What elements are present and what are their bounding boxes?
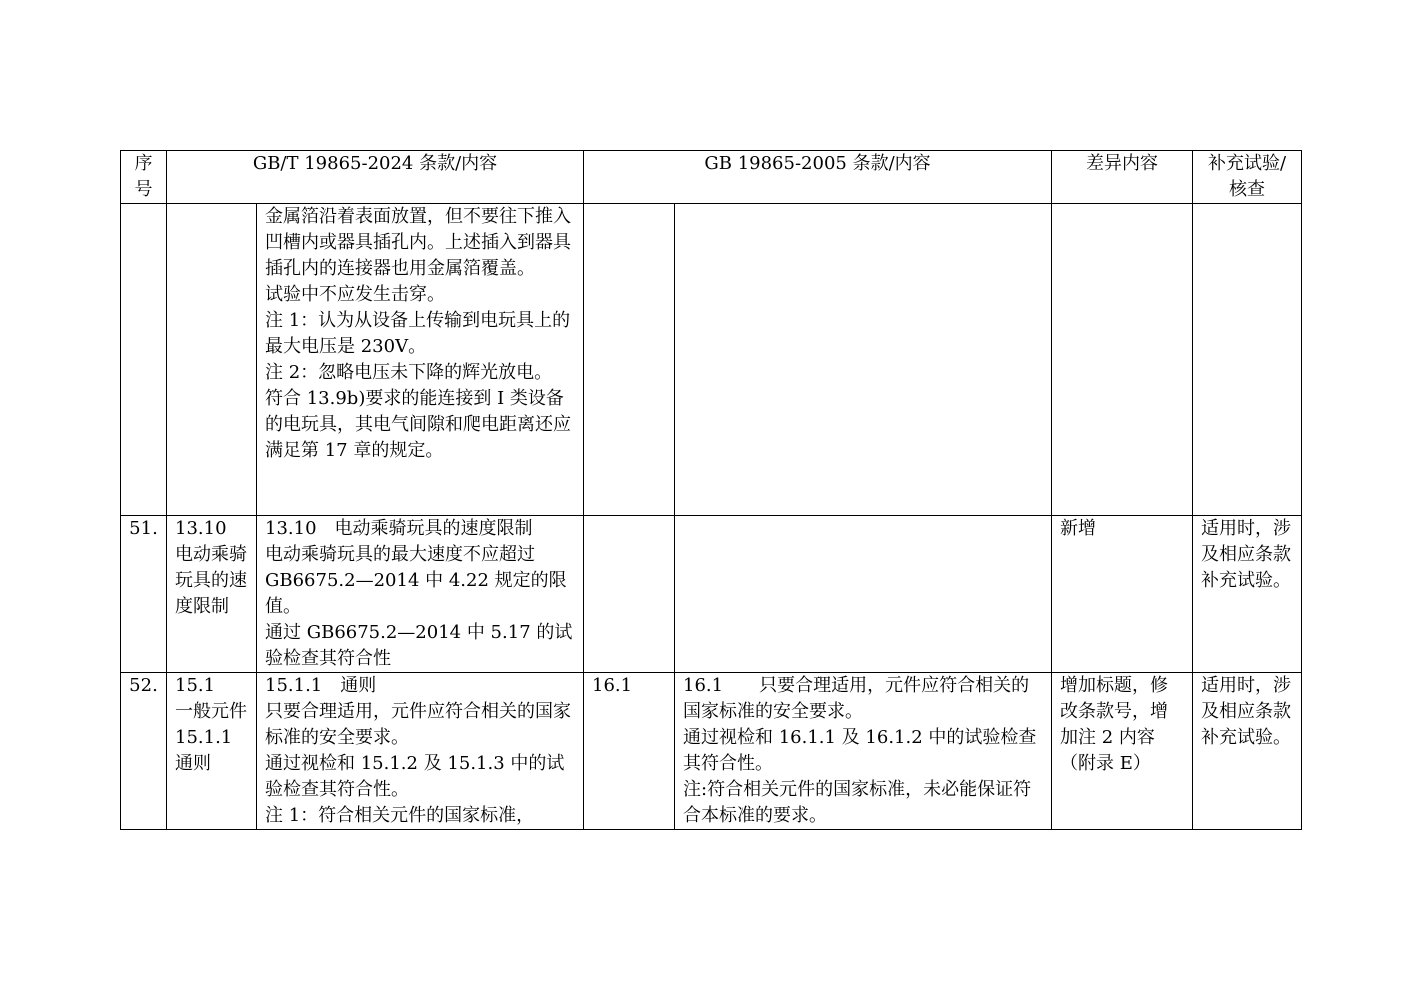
row-supplementary-test: 适用时，涉及相应条款补充试验。 <box>1193 673 1302 830</box>
row-new-clause: 13.10 电动乘骑玩具的速度限制 <box>167 516 257 673</box>
header-seq: 序 号 <box>121 151 167 204</box>
content-line: 试验中不应发生击穿。 <box>265 284 445 305</box>
content-line: 通过 GB6675.2—2014 中 5.17 的试验检查其符合性 <box>265 622 573 669</box>
row-difference: 增加标题，修改条款号，增加注 2 内容（附录 E） <box>1052 673 1193 830</box>
row-old-clause: 16.1 <box>584 673 675 830</box>
row-difference: 新增 <box>1052 516 1193 673</box>
content-line: 注:符合相关元件的国家标准，未必能保证符合本标准的要求。 <box>683 779 1032 826</box>
header-old-standard: GB 19865-2005 条款/内容 <box>584 151 1052 204</box>
content-line: 金属箔沿着表面放置，但不要往下推入凹槽内或器具插孔内。上述插入到器具插孔内的连接器也用金属箔覆盖。 <box>265 206 571 279</box>
content-line: 通过视检和 15.1.2 及 15.1.3 中的试验检查其符合性。 <box>265 753 565 800</box>
row-new-content <box>257 673 584 830</box>
content-line: 15.1.1 通则 <box>265 675 377 696</box>
content-line: 注 1：符合相关元件的国家标准， <box>265 805 535 826</box>
content-line: 电动乘骑玩具的最大速度不应超过 GB6675.2—2014 中 4.22 规定的限值。 <box>265 544 567 617</box>
content-line: 注 2：忽略电压未下降的辉光放电。 <box>265 362 553 383</box>
content-line: 只要合理适用，元件应符合相关的国家标准的安全要求。 <box>265 701 571 748</box>
header-difference: 差异内容 <box>1052 151 1193 204</box>
table-row <box>121 673 1302 830</box>
content-line: 16.1 只要合理适用，元件应符合相关的国家标准的安全要求。 <box>683 675 1030 722</box>
content-line: 13.10 电动乘骑玩具的速度限制 <box>265 518 533 539</box>
table-row <box>121 516 1302 673</box>
row-old-content <box>675 673 1052 830</box>
row-difference <box>1052 204 1193 516</box>
row-new-clause: 15.1 一般元件 15.1.1 通则 <box>167 673 257 830</box>
table-header-row <box>121 151 1302 204</box>
row-old-clause <box>584 204 675 516</box>
row-seq <box>121 204 167 516</box>
row-new-content <box>257 516 584 673</box>
content-line: 注 1：认为从设备上传输到电玩具上的最大电压是 230V。 <box>265 310 571 357</box>
header-supplementary-test: 补充试验/ 核查 <box>1193 151 1302 204</box>
row-new-clause <box>167 204 257 516</box>
row-supplementary-test: 适用时，涉及相应条款补充试验。 <box>1193 516 1302 673</box>
row-old-content <box>675 516 1052 673</box>
row-seq: 52. <box>121 673 167 830</box>
row-old-content <box>675 204 1052 516</box>
header-new-standard: GB/T 19865-2024 条款/内容 <box>167 151 584 204</box>
row-new-content <box>257 204 584 516</box>
row-old-clause <box>584 516 675 673</box>
row-seq: 51. <box>121 516 167 673</box>
table-row <box>121 204 1302 516</box>
content-line: 通过视检和 16.1.1 及 16.1.2 中的试验检查其符合性。 <box>683 727 1037 774</box>
content-line: 符合 13.9b)要求的能连接到 I 类设备的电玩具，其电气间隙和爬电距离还应满足第 17 章的规定。 <box>265 388 571 461</box>
row-supplementary-test <box>1193 204 1302 516</box>
comparison-table <box>120 150 1302 830</box>
